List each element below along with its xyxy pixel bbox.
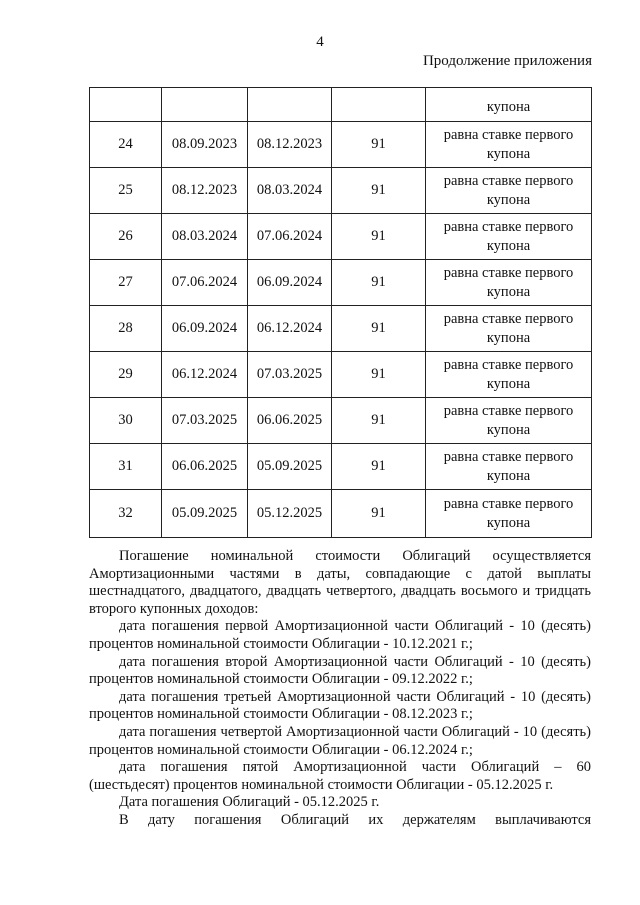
coupon-rate-line: купона <box>486 514 531 531</box>
end-date-cell: 06.06.2025 <box>248 398 332 444</box>
coupon-number-cell: 24 <box>90 122 162 168</box>
coupon-rate-cell <box>426 444 592 490</box>
body-text <box>89 548 591 830</box>
paragraph: дата погашения третьей Амортизационной части Облигаций - 10 (десять) процентов номинальной стоимости Облигации - 08.12.2023 г.; <box>89 688 591 723</box>
coupon-number-cell: 25 <box>90 168 162 214</box>
table-row <box>90 306 592 352</box>
end-date-cell: 05.12.2025 <box>248 490 332 538</box>
start-date-cell: 07.03.2025 <box>162 398 248 444</box>
period-days-cell: 91 <box>332 444 426 490</box>
period-days-cell: 91 <box>332 260 426 306</box>
coupon-rate-line: купона <box>486 191 531 208</box>
coupon-rate-line: купона <box>486 237 531 254</box>
paragraph: дата погашения пятой Амортизационной части Облигаций – 60 (шестьдесят) процентов номинальной стоимости Облигации - 05.12.2025 г. <box>89 759 591 793</box>
end-date-cell: 07.06.2024 <box>248 214 332 260</box>
period-days-cell: 91 <box>332 306 426 352</box>
paragraph: дата погашения первой Амортизационной части Облигаций - 10 (десять) процентов номинальной стоимости Облигации - 10.12.2021 г.; <box>89 618 591 652</box>
coupon-number-cell: 28 <box>90 306 162 352</box>
paragraph: дата погашения четвертой Амортизационной части Облигаций - 10 (десять) процентов номинальной стоимости Облигации - 06.12.2024 г.; <box>89 723 591 758</box>
table-cell <box>90 88 162 122</box>
end-date-cell: 06.12.2024 <box>248 306 332 352</box>
table-row <box>90 398 592 444</box>
table-row <box>90 122 592 168</box>
coupon-rate-line: купона <box>486 421 531 438</box>
table-cell <box>248 88 332 122</box>
coupon-number-cell: 30 <box>90 398 162 444</box>
table-row <box>90 168 592 214</box>
coupon-rate-cell <box>426 260 592 306</box>
page-number: 4 <box>316 34 324 50</box>
coupon-rate-cell <box>426 352 592 398</box>
coupon-rate-line: равна ставке первого <box>443 448 574 465</box>
coupon-rate-cell <box>426 490 592 538</box>
period-days-cell: 91 <box>332 122 426 168</box>
table-row <box>90 490 592 538</box>
coupon-rate-line: равна ставке первого <box>443 126 574 143</box>
coupon-rate-line: купона <box>486 375 531 392</box>
end-date-cell: 08.12.2023 <box>248 122 332 168</box>
coupon-rate-line: равна ставке первого <box>443 402 574 419</box>
coupon-rate-line: купона <box>486 283 531 300</box>
coupon-rate-line: равна ставке первого <box>443 495 574 512</box>
period-days-cell: 91 <box>332 490 426 538</box>
coupon-rate-cell <box>426 214 592 260</box>
coupon-number-cell: 27 <box>90 260 162 306</box>
table-cell <box>162 88 248 122</box>
paragraph: дата погашения второй Амортизационной части Облигаций - 10 (десять) процентов номинальной стоимости Облигации - 09.12.2022 г.; <box>89 653 591 688</box>
end-date-cell: 05.09.2025 <box>248 444 332 490</box>
coupon-rate-line: равна ставке первого <box>443 218 574 235</box>
coupon-rate-cell <box>426 398 592 444</box>
end-date-cell: 08.03.2024 <box>248 168 332 214</box>
paragraph: Погашение номинальной стоимости Облигаций осуществляется Амортизационными частями в даты, совпадающие с датой выплаты шестнадцатого, двадцатого, двадцать четвертого, двадцать восьмого и тридцать второго купонных доходов: <box>89 548 591 617</box>
coupon-rate-line: равна ставке первого <box>443 356 574 373</box>
table-row <box>90 214 592 260</box>
coupon-rate-line: купона <box>486 145 531 162</box>
end-date-cell: 07.03.2025 <box>248 352 332 398</box>
start-date-cell: 06.12.2024 <box>162 352 248 398</box>
start-date-cell: 08.03.2024 <box>162 214 248 260</box>
coupon-rate-line: купона <box>486 467 531 484</box>
start-date-cell: 07.06.2024 <box>162 260 248 306</box>
coupon-number-cell: 32 <box>90 490 162 538</box>
table-row <box>90 352 592 398</box>
coupon-number-cell: 26 <box>90 214 162 260</box>
coupon-rate-cell <box>426 306 592 352</box>
coupon-rate-line: равна ставке первого <box>443 264 574 281</box>
start-date-cell: 08.12.2023 <box>162 168 248 214</box>
paragraph: В дату погашения Облигаций их держателям выплачиваются <box>119 811 591 828</box>
continuation-label: Продолжение приложения <box>422 53 592 69</box>
table-row <box>90 444 592 490</box>
period-days-cell: 91 <box>332 214 426 260</box>
coupon-rate-cell <box>426 168 592 214</box>
start-date-cell: 05.09.2025 <box>162 490 248 538</box>
start-date-cell: 06.09.2024 <box>162 306 248 352</box>
table-row <box>90 260 592 306</box>
coupon-number-cell: 31 <box>90 444 162 490</box>
table-cell <box>332 88 426 122</box>
period-days-cell: 91 <box>332 352 426 398</box>
coupon-rate-line: купона <box>486 329 531 346</box>
start-date-cell: 08.09.2023 <box>162 122 248 168</box>
table-cell: купона <box>426 88 592 122</box>
start-date-cell: 06.06.2025 <box>162 444 248 490</box>
end-date-cell: 06.09.2024 <box>248 260 332 306</box>
coupon-schedule-table <box>89 87 592 538</box>
coupon-rate-line: равна ставке первого <box>443 172 574 189</box>
paragraph: Дата погашения Облигаций - 05.12.2025 г. <box>119 794 380 811</box>
coupon-rate-cell <box>426 122 592 168</box>
period-days-cell: 91 <box>332 398 426 444</box>
coupon-number-cell: 29 <box>90 352 162 398</box>
period-days-cell: 91 <box>332 168 426 214</box>
coupon-rate-line: равна ставке первого <box>443 310 574 327</box>
table-row-continued <box>90 88 592 122</box>
